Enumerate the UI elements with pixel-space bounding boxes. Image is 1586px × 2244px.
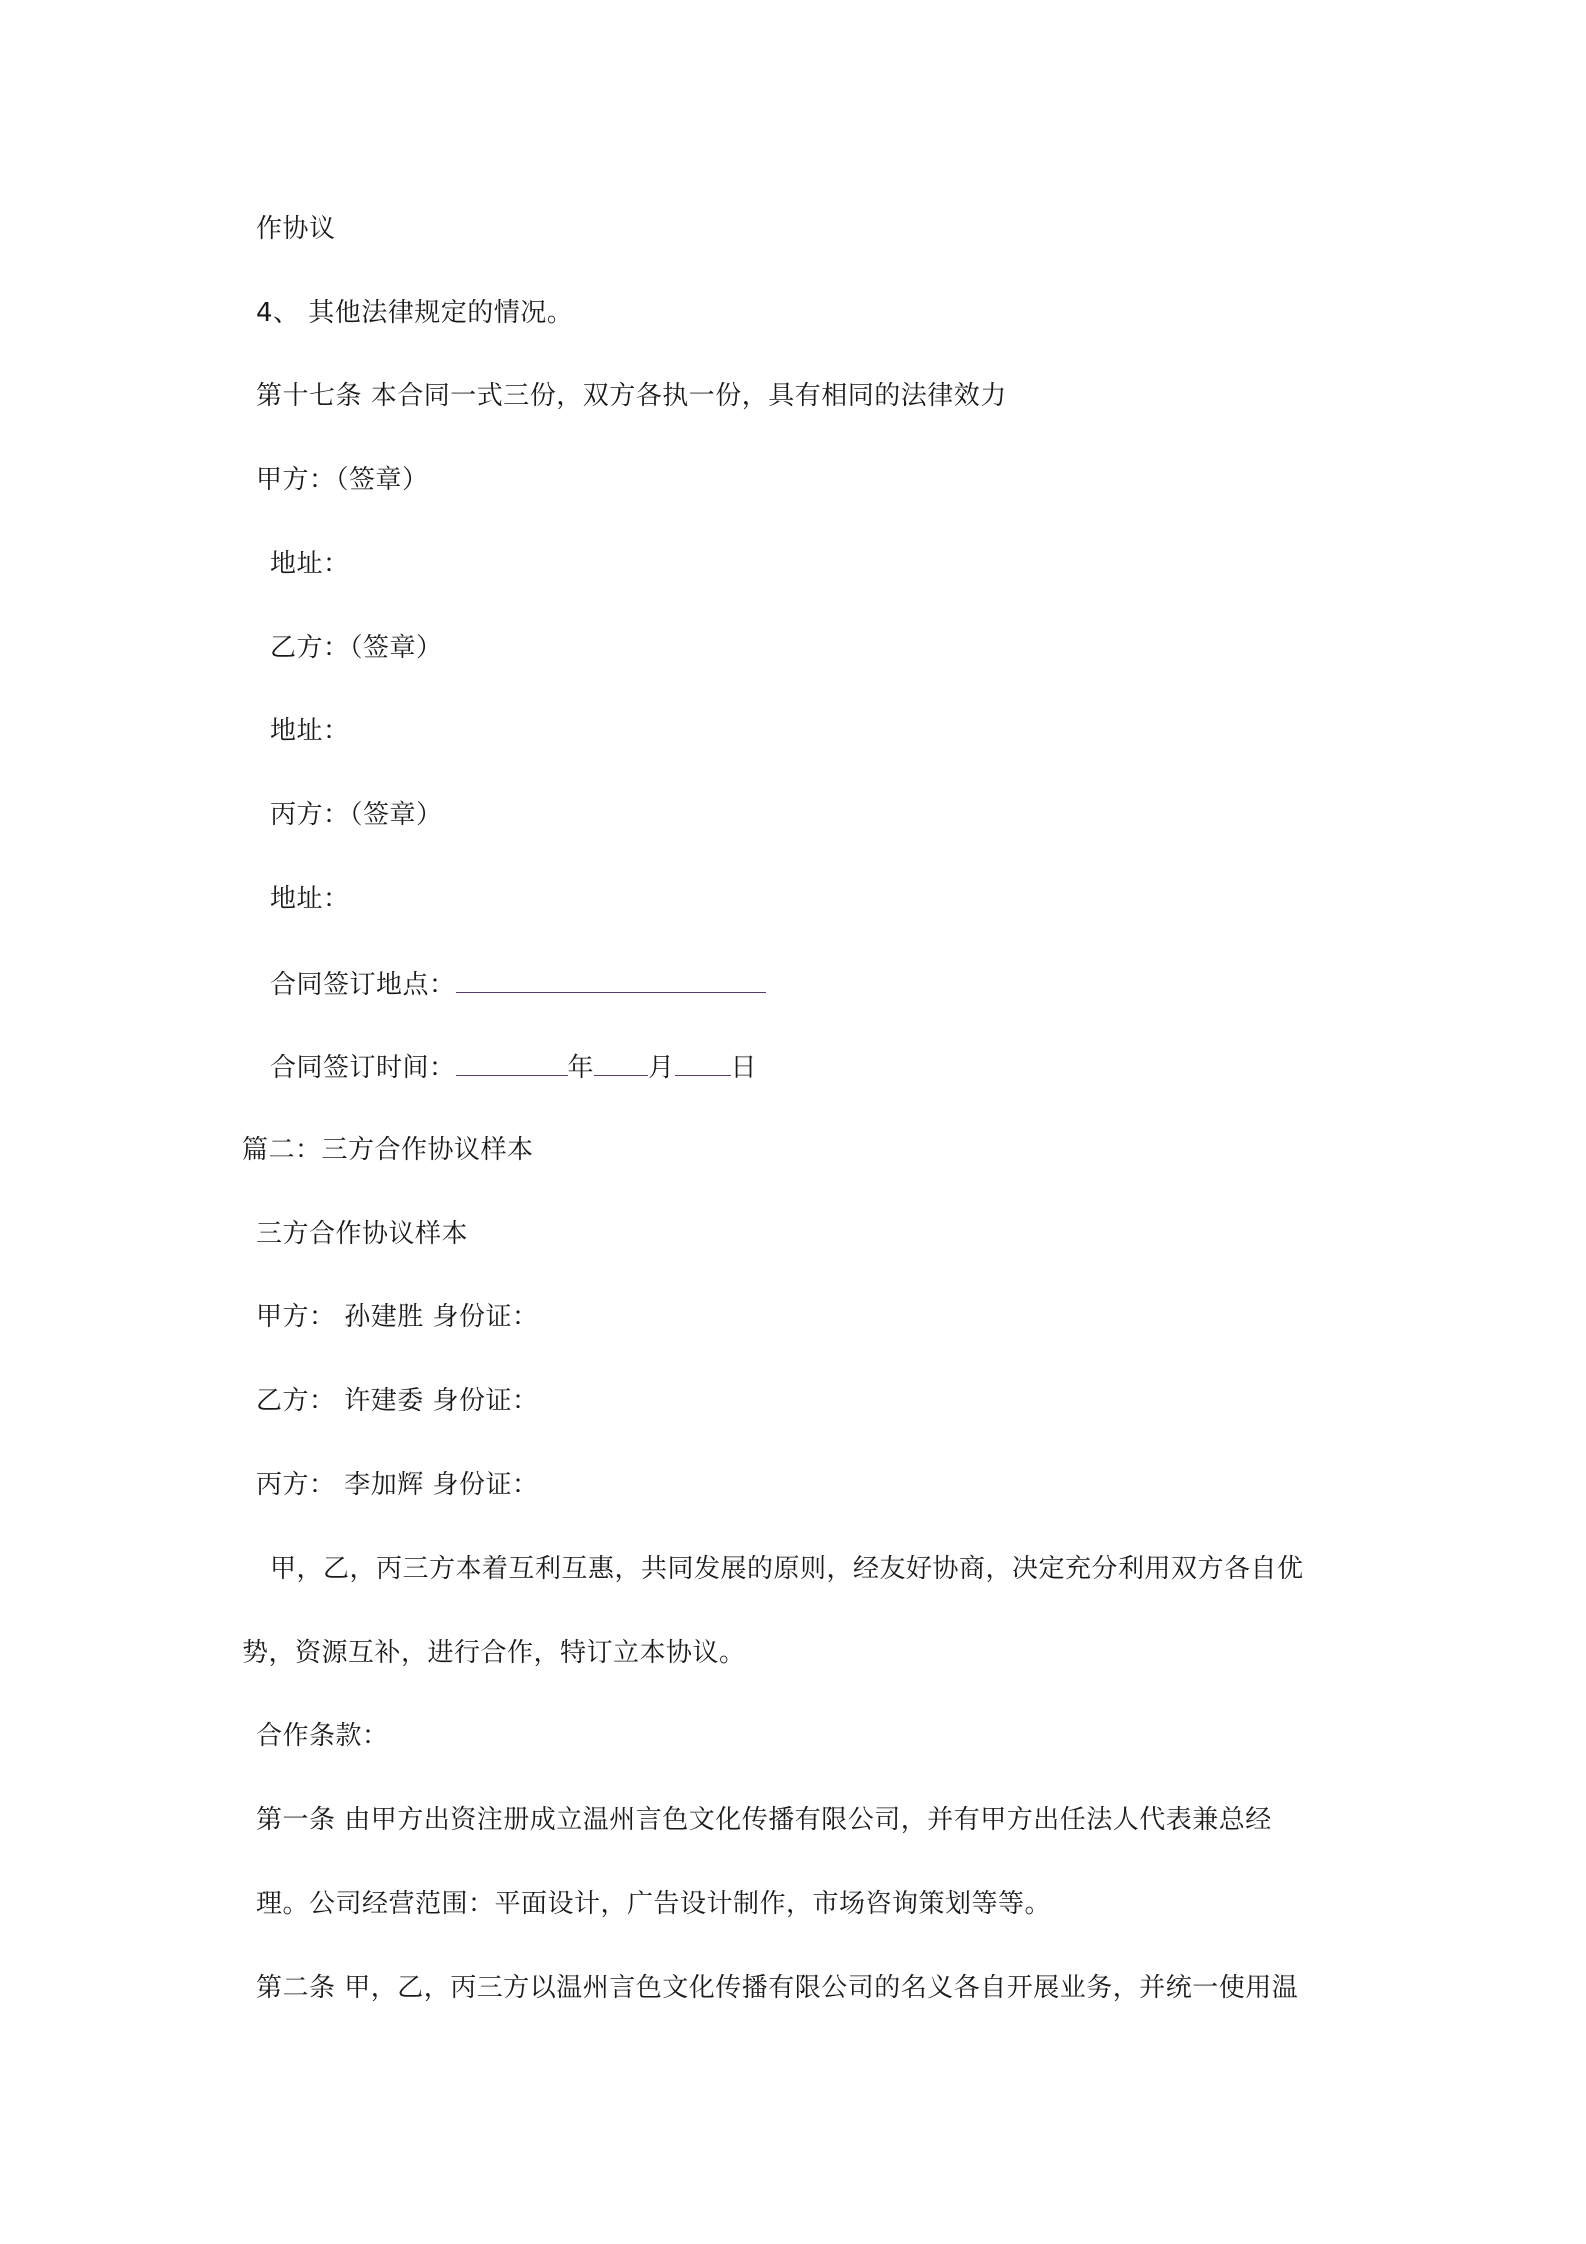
text-line: 地址： — [270, 549, 350, 579]
clauses-heading: 合作条款： — [256, 1721, 389, 1751]
month-label: 月 — [648, 1053, 675, 1083]
clause-line: 第二条 甲，乙，丙三方以温州言色文化传播有限公司的名义各自开展业务，并统一使用温 — [256, 1973, 1299, 2003]
month-blank — [594, 1049, 648, 1076]
year-label: 年 — [567, 1053, 595, 1083]
day-label: 日 — [730, 1053, 758, 1083]
signing-time-line — [270, 1049, 757, 1085]
section-heading: 篇二：三方合作协议样本 — [242, 1135, 534, 1165]
party-b-line: 乙方： 许建委 身份证： — [256, 1386, 539, 1416]
signing-place-label: 合同签订地点： — [270, 970, 456, 1000]
document-title: 三方合作协议样本 — [256, 1219, 469, 1249]
text-line: 第十七条 本合同一式三份，双方各执一份，具有相同的法律效力 — [256, 381, 1007, 411]
party-c-line: 丙方： 李加辉 身份证： — [256, 1470, 539, 1500]
signing-place-blank — [456, 966, 766, 993]
paragraph-line: 势，资源互补，进行合作，特订立本协议。 — [242, 1638, 746, 1668]
text-line: 甲方：（签章） — [256, 465, 429, 495]
paragraph-line: 甲，乙，丙三方本着互利互惠，共同发展的原则，经友好协商，决定充分利用双方各自优 — [270, 1554, 1304, 1584]
text-line: 地址： — [270, 716, 350, 746]
text-line: 地址： — [270, 884, 350, 914]
day-blank — [675, 1049, 731, 1076]
text-line: 丙方：（签章） — [270, 800, 443, 830]
signing-time-label: 合同签订时间： — [270, 1053, 456, 1083]
text-line: 作协议 — [256, 214, 336, 244]
year-blank — [456, 1049, 568, 1076]
text-line: 4、 其他法律规定的情况。 — [256, 298, 574, 328]
text-line: 乙方：（签章） — [270, 633, 443, 663]
party-a-line: 甲方： 孙建胜 身份证： — [256, 1302, 539, 1332]
signing-place-line — [270, 966, 766, 1002]
clause-line: 理。公司经营范围：平面设计，广告设计制作，市场咨询策划等等。 — [256, 1889, 1052, 1919]
clause-line: 第一条 由甲方出资注册成立温州言色文化传播有限公司，并有甲方出任法人代表兼总经 — [256, 1805, 1272, 1835]
